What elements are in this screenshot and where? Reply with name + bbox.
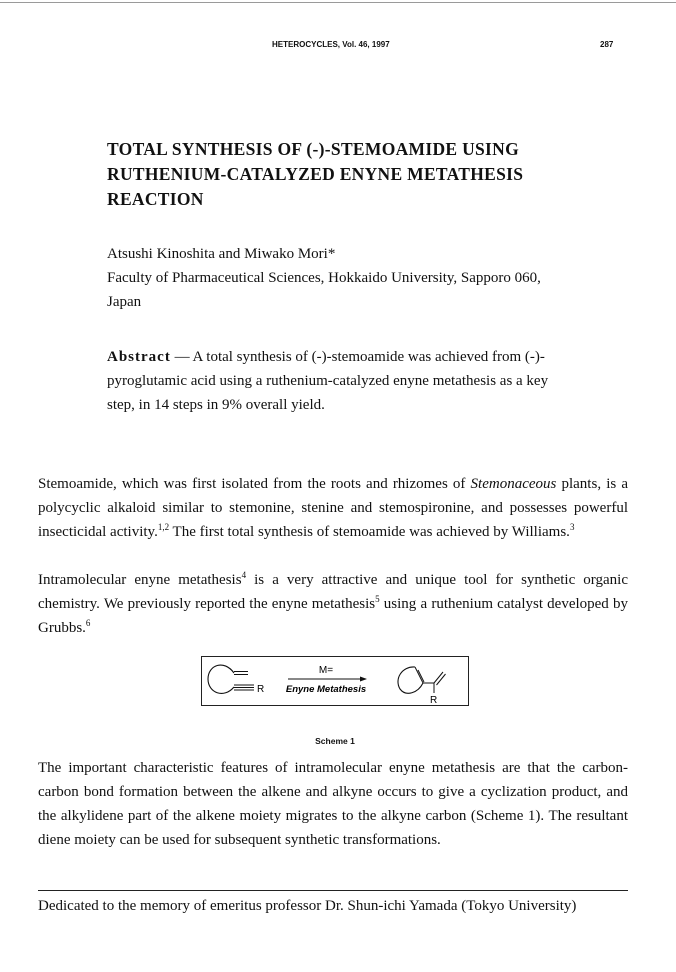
paragraph-introduction xyxy=(38,472,628,544)
authors: Atsushi Kinoshita and Miwako Mori* xyxy=(107,246,336,262)
reference-marker: 4 xyxy=(241,570,247,580)
text-run: is a very attractive and unique tool for synthetic organic chemistry. We previously reported the enyne metathesis xyxy=(38,572,628,612)
reference-marker: 1,2 xyxy=(157,522,170,532)
text-run: Stemoamide, which was first isolated from the roots and rhizomes of xyxy=(38,476,471,492)
dedication-footnote: Dedicated to the memory of emeritus professor Dr. Shun-ichi Yamada (Tokyo University) xyxy=(38,898,577,914)
reference-marker: 5 xyxy=(375,594,380,604)
vinyl-double-bond xyxy=(437,674,446,685)
catalyst-label: M= xyxy=(318,665,334,676)
text-run: Intramolecular enyne metathesis xyxy=(38,572,242,588)
abstract-label: Abstract xyxy=(107,349,171,365)
title-line: REACTION xyxy=(107,189,204,209)
scheme-caption xyxy=(0,736,676,746)
ring-double-bond xyxy=(418,670,424,682)
footnote-rule xyxy=(38,890,628,891)
genus-name: Stemonaceous xyxy=(470,476,557,492)
reference-marker: 6 xyxy=(85,618,91,628)
paper-title xyxy=(107,137,567,212)
abstract-text: A total synthesis of (-)-stemoamide was achieved from (-)-pyroglutamic acid using a ruthenium-catalyzed enyne metathesis as a key step, in 14 steps in 9% overall yield. xyxy=(107,349,549,413)
scheme-caption-text: Scheme 1 xyxy=(315,736,355,746)
paragraph-enyne-metathesis xyxy=(38,568,628,640)
substituent-label: R xyxy=(257,684,265,695)
scheme-figure xyxy=(201,656,469,706)
title-line: RUTHENIUM-CATALYZED ENYNE METATHESIS xyxy=(107,164,524,184)
top-rule xyxy=(0,2,676,3)
vinyl-bond xyxy=(434,672,443,683)
abstract xyxy=(107,345,577,417)
journal-citation: HETEROCYCLES, Vol. 46, 1997 xyxy=(272,40,390,49)
reaction-label: Enyne Metathesis xyxy=(285,684,367,695)
text-run: using a ruthenium catalyst developed by Grubbs. xyxy=(38,596,628,636)
text-run: The first total synthesis of stemoamide was achieved by Williams. xyxy=(169,524,570,540)
ring-bond xyxy=(415,667,423,683)
page-number: 287 xyxy=(600,40,614,49)
text-run: plants, is a polycyclic alkaloid similar to stemonine, stenine and stemospironine, and possesses powerful insecticidal activity. xyxy=(38,476,628,540)
arrowhead-icon xyxy=(360,677,367,682)
scheme-drawing xyxy=(202,657,468,705)
title-line: TOTAL SYNTHESIS OF (-)-STEMOAMIDE USING xyxy=(107,139,520,159)
affiliation: Faculty of Pharmaceutical Sciences, Hokkaido University, Sapporo 060, Japan xyxy=(107,270,541,310)
product-substituent-label: R xyxy=(430,695,438,705)
product-ring-bond xyxy=(398,667,423,693)
starting-ring-bond xyxy=(208,665,234,693)
abstract-dash: — xyxy=(170,349,193,365)
paragraph-features: The important characteristic features of intramolecular enyne metathesis are that the carbon-carbon bond formation between the alkene and alkyne occurs to give a cyclization product, and the alkylidene part of the alkene moiety migrates to the alkyne carbon (Scheme 1). The resultant diene moiety can be used for subsequent synthetic transformations. xyxy=(38,760,628,848)
reference-marker: 3 xyxy=(569,522,575,532)
